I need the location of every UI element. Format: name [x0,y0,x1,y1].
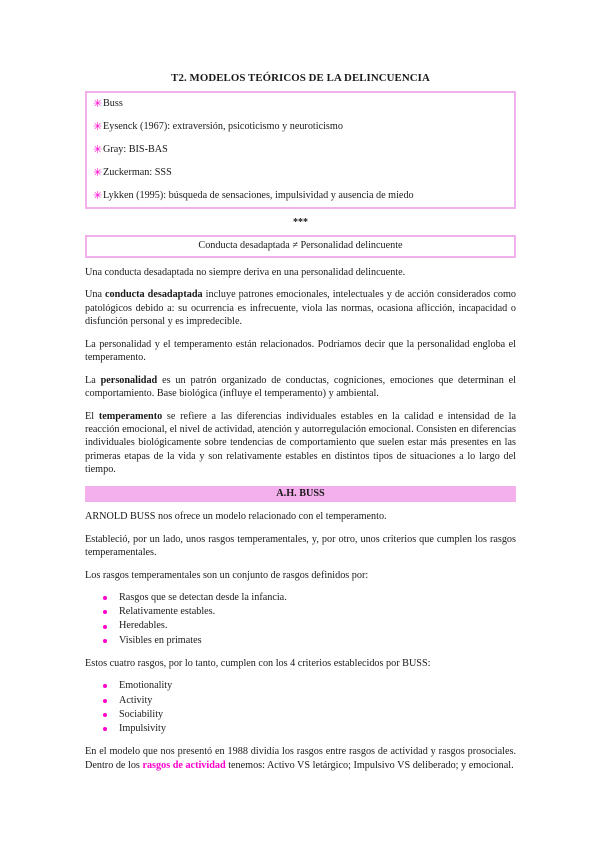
paragraph: Una conducta desadaptada no siempre deriva en una personalidad delincuente. [85,266,406,278]
model-label: Eysenck (1967): extraversión, psicoticismo y neuroticismo [103,121,343,133]
text-run: es un patrón organizado de conductas, cogniciones, emociones que determinan el comportamiento. Base biológica (influye el temperamento) y ambiental. [85,374,516,400]
models-box [85,91,516,209]
list-item [85,634,516,648]
traits-list [85,679,516,736]
bullet-icon [103,727,107,731]
paragraph [85,374,516,401]
text-run: Una [85,289,106,301]
bold-term: personalidad [100,374,158,386]
list-item [85,591,516,605]
section-heading: A.H. BUSS [85,486,516,502]
text-run: El [85,410,99,422]
text-run: La [85,374,101,386]
star-bullet-icon: ✳ [93,167,103,180]
model-item [93,189,508,203]
paragraph: Los rasgos temperamentales son un conjunto de rasgos definidos por: [85,569,369,581]
text-run: incluye patrones emocionales, intelectuales y de acción considerados como patológicos debido a: su ocurrencia es infrecuente, viola las normas, ocasiona aflicción, incapacidad o disfunción personal y es impredecible. [85,289,516,328]
paragraph: Estos cuatro rasgos, por lo tanto, cumplen con los 4 criterios establecidos por BUSS: [85,657,431,669]
list-item [85,619,516,633]
list-item-label: Impulsivity [119,722,166,734]
model-label: Gray: BIS-BAS [103,144,168,156]
paragraph: Estableció, por un lado, unos rasgos temperamentales, y, por otro, unos criterios que cumplen los rasgos temperamentales. [85,533,516,559]
star-bullet-icon: ✳ [93,98,103,111]
bullet-icon [103,699,107,703]
paragraph [85,288,516,328]
criteria-list [85,591,516,648]
model-item [93,166,508,180]
bullet-icon [103,610,107,614]
star-bullet-icon: ✳ [93,144,103,157]
page-title: T2. MODELOS TEÓRICOS DE LA DELINCUENCIA [171,72,430,84]
bullet-icon [103,684,107,688]
bullet-icon [103,639,107,643]
text-run: En el modelo que nos presentó en 1988 dividía los rasgos entre rasgos de actividad y rasgos prosociales. Dentro de los [85,746,516,771]
model-label: Buss [103,98,123,110]
separator: *** [293,217,308,229]
bold-term: temperamento [98,410,163,422]
paragraph: La personalidad y el temperamento están relacionados. Podríamos decir que la personalidad engloba el temperamento. [85,338,516,364]
list-item [85,679,516,693]
list-item-label: Visibles en primates [119,634,202,646]
bullet-icon [103,625,107,629]
paragraph [85,410,516,477]
model-label: Zuckerman: SSS [103,167,172,179]
star-bullet-icon: ✳ [93,190,103,203]
inequality-box: Conducta desadaptada ≠ Personalidad delincuente [85,235,516,257]
paragraph [85,745,516,772]
document-content [85,71,516,781]
model-label: Lykken (1995): búsqueda de sensaciones, impulsividad y ausencia de miedo [103,190,414,202]
bullet-icon [103,596,107,600]
list-item-label: Emotionality [119,680,173,692]
list-item-label: Heredables. [119,620,168,632]
star-bullet-icon: ✳ [93,121,103,134]
list-item-label: Activity [119,694,153,706]
list-item [85,694,516,708]
bullet-icon [103,713,107,717]
model-item [93,120,508,134]
highlighted-term: rasgos de actividad [142,759,226,771]
list-item [85,605,516,619]
list-item [85,722,516,736]
text-run: se refiere a las diferencias individuales estables en la calidad e intensidad de la reacción emocional, el nivel de actividad, atención y autorregulación emocional. Consisten en diferencias individuales biológicamente sobre tendencias de comportamiento que suelen estar más presentes en las primeras etapas de la vida y son relativamente estables en distintos tipos de situaciones a lo largo del tiempo. [85,410,517,476]
list-item-label: Relativamente estables. [119,606,216,618]
bold-term: conducta desadaptada [105,289,203,301]
text-run: tenemos: Activo VS letárgico; Impulsivo VS deliberado; y emocional. [225,759,514,771]
model-item [93,97,508,111]
list-item-label: Sociability [119,708,164,720]
list-item [85,708,516,722]
list-item-label: Rasgos que se detectan desde la infancia. [119,592,287,604]
model-item [93,143,508,157]
paragraph: ARNOLD BUSS nos ofrece un modelo relacionado con el temperamento. [85,511,387,523]
